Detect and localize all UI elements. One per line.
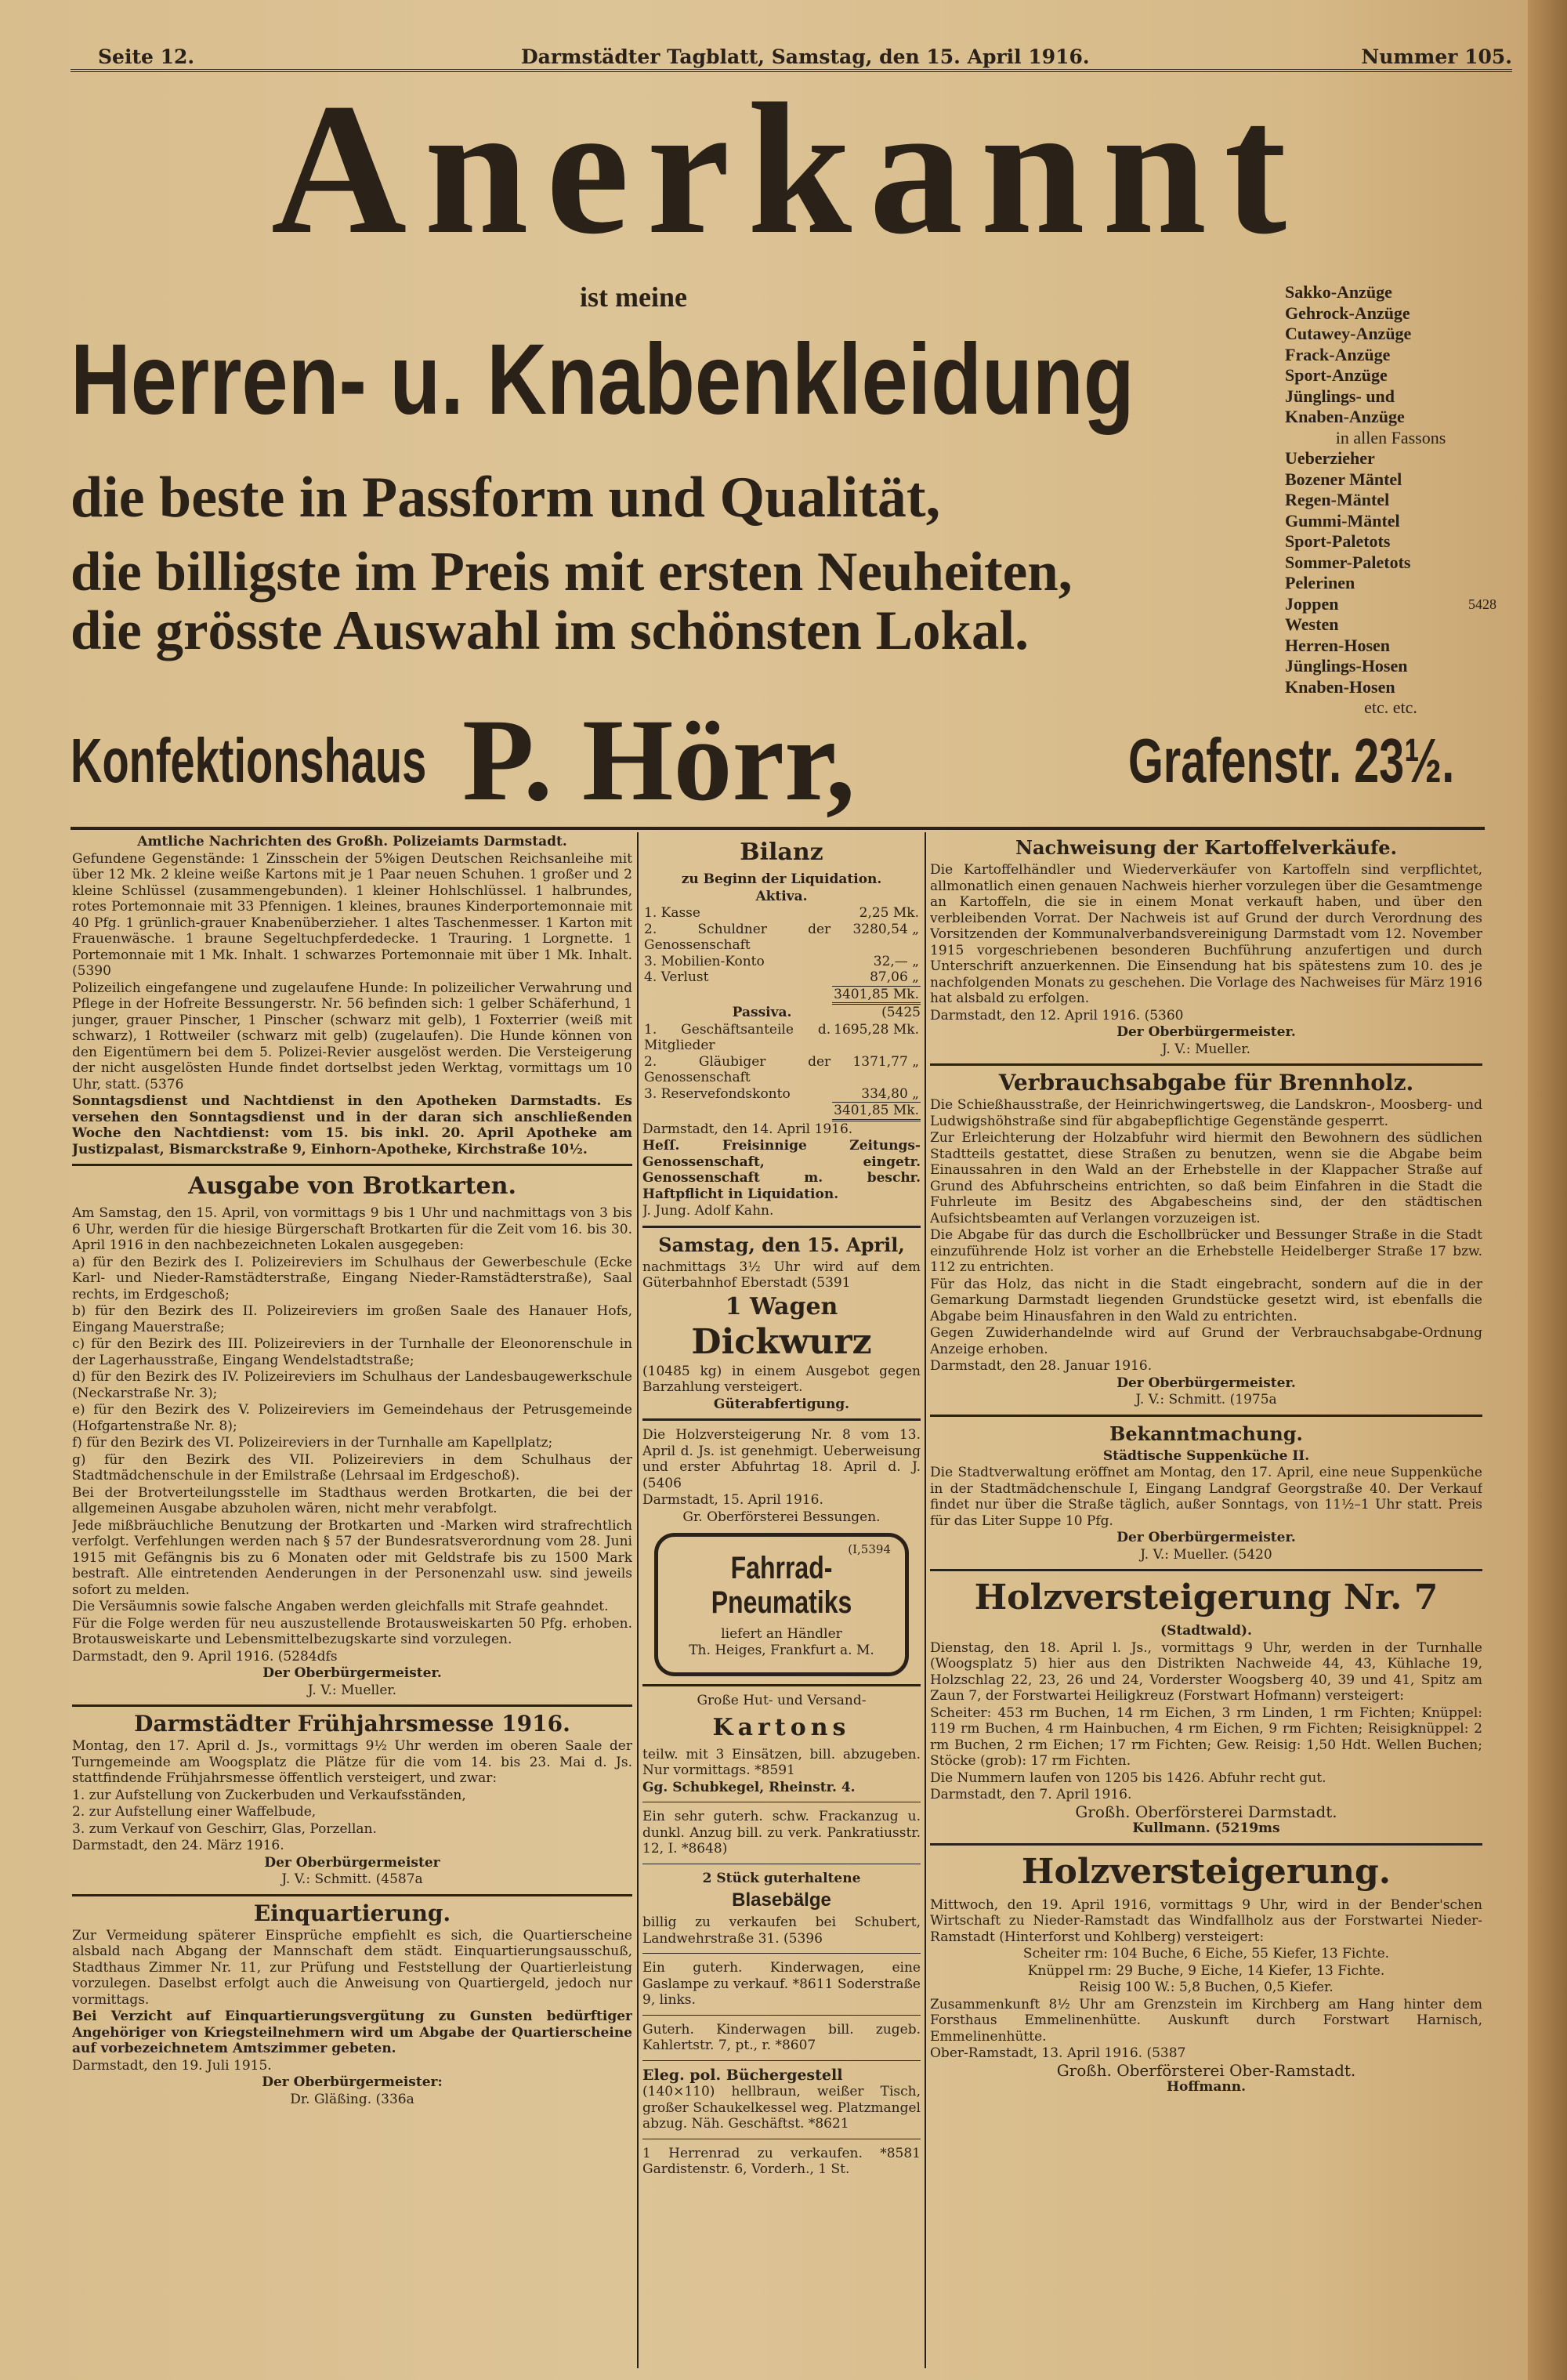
ad-text: Große Hut- und Versand- bbox=[697, 1693, 867, 1708]
notice-text: Gegen Zuwiderhandelnde wird auf Grund der Verbrauchsabgabe-Ordnung Anzeige erhoben. bbox=[930, 1325, 1482, 1357]
signature: J. V.: Mueller. bbox=[307, 1682, 397, 1698]
side-item: Joppen 5428 bbox=[1285, 593, 1496, 614]
ad-line-1: die beste in Passform und Qualität, bbox=[71, 465, 941, 530]
notice-text: Zur Erleichterung der Holzabfuhr wird hiermit den Bewohnern des südlichen Stadtteils gestattet, diese Straßen zu benutzen, wenn sie die Abgabe beim Einaussahren in den Wald an der Erhebstelle in der Klappacher Straße auf Grund des Abfuhrscheins entrichten, so daß beim Einfahren in die Stadt die Fuhrleute im Besitz des Abgabescheins sind, der den städtischen Aufsichtsbeamten auf Verlangen vorzuzeigen ist. bbox=[930, 1130, 1482, 1226]
side-item: Ueberzieher bbox=[1285, 448, 1375, 468]
ad-title: Blasebälge bbox=[732, 1889, 831, 1911]
notice-date: Darmstadt, den 12. April 1916. (5360 bbox=[930, 1007, 1184, 1023]
notice-text: Mittwoch, den 19. April 1916, vormittags 9 Uhr, wird in der Bender'schen Wirtschaft zu Nieder-Ramstadt das Windfallholz aus der Forstwartei Nieder-Ramstadt (Hinterforst und Kohlberg) versteigert: bbox=[930, 1896, 1482, 1945]
notice-date: Ober-Ramstadt, 13. April 1916. (5387 bbox=[930, 2045, 1186, 2061]
ad-title: Eleg. pol. Büchergestell bbox=[642, 2066, 843, 2084]
list-item: Scheiter: 453 rm Buchen, 14 rm Eichen, 3 rm Linden, 1 rm Fichten; Knüppel: 119 rm Buchen, 4 rm Hainbuchen, 4 rm Eichen, 9 rm Fichten; Reisigknüppel: 2 rm Buchen, 2 rm Eichen; 17 rm Fichten; Gew. Reisig: 1,50 Hdt. Wellen Buchen; Stöcke (grob): 17 rm Fichten. bbox=[930, 1704, 1482, 1769]
list-item: 3. zum Verkauf von Geschirr, Glas, Porzellan. bbox=[72, 1820, 377, 1837]
ad-side-list bbox=[1285, 282, 1496, 719]
passiva-table bbox=[642, 1022, 921, 1121]
list-item: 2. zur Aufstellung einer Waffelbude, bbox=[72, 1804, 317, 1820]
tire-ad-box bbox=[654, 1533, 909, 1676]
list-item: c) für den Bezirk des III. Polizeireviers in der Turnhalle der Eleonorenschule in der Lagerhausstraße, Eingang Wendelstadtstraße; bbox=[72, 1336, 632, 1368]
ad-text: Ein guterh. Kinderwagen, eine Gaslampe zu verkauf. *8611 Soderstraße 9, links. bbox=[642, 1960, 921, 2008]
side-item: Jünglings- und bbox=[1285, 386, 1395, 406]
notice-heading: Bekanntmachung. bbox=[1109, 1422, 1303, 1445]
notice-text: Sonntagsdienst und Nachtdienst in den Apotheken Darmstadts. Es versehen den Sonntagsdienst und in der daran sich anschließenden Woche den Nachtdienst: vom 15. bis inkl. 20. April Apotheke am Justizpalast, Bismarckstraße 9, Einhorn-Apotheke, Kirchstraße 10½. bbox=[72, 1093, 632, 1157]
notice-text: (10485 kg) in einem Ausgebot gegen Barzahlung versteigert. bbox=[642, 1363, 921, 1395]
column-3 bbox=[930, 834, 1482, 2370]
signature: J. V.: Mueller. (5420 bbox=[1140, 1546, 1272, 1563]
aktiva-table bbox=[642, 905, 921, 1005]
ad-address: Grafenstr. 23½. bbox=[1128, 726, 1455, 795]
side-item: Sport-Paletots bbox=[1285, 531, 1391, 551]
side-item: etc. etc. bbox=[1364, 697, 1417, 717]
notice-date: Darmstadt, den 24. März 1916. bbox=[72, 1838, 284, 1853]
ad-text: Gg. Schubkegel, Rheinstr. 4. bbox=[642, 1779, 856, 1795]
list-item: a) für den Bezirk des I. Polizeireviers im Schulhaus der Gewerbeschule (Ecke Karl- und Nieder-Ramstädterstraße, Eingang Nieder-Ramstädterstraße), Saal rechts, im Erdgeschoß; bbox=[72, 1254, 632, 1302]
side-item: Sakko-Anzüge bbox=[1285, 282, 1392, 302]
side-item: Herren-Hosen bbox=[1285, 635, 1391, 655]
notice-text: Gefundene Gegenstände: 1 Zinsschein der 5%igen Deutschen Reichsanleihe mit über 12 Mk. 2 kleine weiße Kartons mit je 1 Paar neuen Schuhen. 1 großer und 2 kleine Schlüssel (zusammengebunden). 1 kleiner Hohlschlüssel. 1 halbrundes, rotes Portemonnaie mit 33 Pfennigen. 1 kleines, braunes Kinderportemonnaie mit 40 Pfg. 1 grünlich-grauer Knabenüberzieher. 1 altes Taschenmesser. 1 Karton mit Frauenwäsche. 1 braune Segeltuchpferdedecke. 1 Trauring. 1 Lorgnette. 1 Portemonnaie mit 1 Mk. Inhalt. 1 schwarzes Portemonnaie mit über 1 Mk. Inhalt. (5390 bbox=[72, 850, 632, 979]
ad-text: Guterh. Kinderwagen bill. zugeb. Kahlertstr. 7, pt., r. *8607 bbox=[642, 2021, 921, 2053]
signature: Der Oberbürgermeister. bbox=[262, 1665, 442, 1681]
notice-heading: Ausgabe von Brotkarten. bbox=[188, 1172, 516, 1200]
notice-text: Für die Folge werden für neu auszustellende Brotausweiskarten 50 Pfg. erhoben. Brotausweiskarte und Lebensmittelbezugskarte sind vorzulegen. bbox=[72, 1615, 632, 1647]
column-1 bbox=[72, 834, 632, 2370]
ad-line-3: die grösste Auswahl im schönsten Lokal. bbox=[71, 600, 1029, 661]
signature: Großh. Oberförsterei Darmstadt. bbox=[1075, 1802, 1337, 1821]
notice-text: Die Kartoffelhändler und Wiederverkäufer von Kartoffeln sind verpflichtet, allmonatlich einen genauen Nachweis hierher vorzulegen über die Gesamtmenge an Kartoffeln, die sie in einem Monat verkauft haben, und über den verbleibenden Vorrat. Der Nachweis ist auf Grund der durch Verordnung des Vorsitzenden der Kommunalverbandsvereinigung Darmstadt vom 12. November 1915 vorgeschriebenen besonderen Buchführung anzufertigen und durch Unterschrift anzuerkennen. Die Einsendung hat bis spätestens zum 10. des je nachfolgenden Monats zu geschehen. Die Vorlage des Nachweises für März 1916 hat alsbald zu erfolgen. bbox=[930, 862, 1482, 1006]
side-item: Regen-Mäntel bbox=[1285, 490, 1390, 509]
side-item: Knaben-Hosen bbox=[1285, 676, 1395, 697]
newspaper-title: Darmstädter Tagblatt, Samstag, den 15. April 1916. bbox=[521, 45, 1090, 68]
list-item: d) für den Bezirk des IV. Polizeireviers im Schulhaus der Landesbaugewerkschule (Neckarstraße Nr. 3); bbox=[72, 1369, 632, 1401]
table-total: 3401,85 Mk. bbox=[834, 1103, 919, 1118]
notice-text: Bei Verzicht auf Einquartierungsvergütung zu Gunsten bedürftiger Angehöriger von Kriegsteilnehmern wird um Abgabe der Quartierscheine auf vorbezeichnetem Amtszimmer gebeten. bbox=[72, 2009, 632, 2056]
list-item: Knüppel rm: 29 Buche, 9 Eiche, 14 Kiefer, 13 Fichte. bbox=[1027, 1962, 1385, 1979]
notice-text: Montag, den 17. April d. Js., vormittags 9½ Uhr werden im oberen Saale der Turngemeinde am Woogsplatz die Plätze für die vom 14. bis 23. Mai d. Js. stattfindende Frühjahrsmesse öffentlich versteigert, und zwar: bbox=[72, 1738, 632, 1786]
table-row: 1. Geschäftsanteile d. Mitglieder 1695,28 Mk. bbox=[644, 1021, 919, 1053]
notice-heading: Holzversteigerung. bbox=[1021, 1851, 1391, 1892]
notice-heading: Verbrauchsabgabe für Brennholz. bbox=[998, 1070, 1414, 1096]
divider bbox=[642, 1418, 921, 1421]
signature: Der Oberbürgermeister. bbox=[1116, 1375, 1296, 1391]
notice-date: Darmstadt, den 9. April 1916. (5284dfs bbox=[72, 1648, 338, 1665]
notice-text: Am Samstag, den 15. April, von vormittags 9 bis 1 Uhr und nachmittags von 3 bis 6 Uhr, werden für die hiesige Bürgerschaft Brotkarten für die Zeit vom 16. bis 30. April 1916 in den nachbezeichneten Lokalen ausgegeben: bbox=[72, 1205, 632, 1253]
company: Heſſ. Freisinnige Zeitungs-Genossenschaft, eingetr. Genossenschaft m. beschr. Haftpflicht in Liquidation. bbox=[642, 1138, 921, 1202]
notice-date: Darmstadt, den 7. April 1916. bbox=[930, 1787, 1132, 1802]
notice-heading: Amtliche Nachrichten des Großh. Polizeiamts Darmstadt. bbox=[137, 834, 567, 849]
ad-konf-label: Konfektionshaus bbox=[71, 726, 427, 795]
signature: J. V.: Mueller. bbox=[1161, 1041, 1251, 1057]
ad-text: 2 Stück guterhaltene bbox=[702, 1870, 861, 1886]
passiva-heading: Passiva. (5425 bbox=[732, 1005, 921, 1020]
signature: Hoffmann. bbox=[1167, 2079, 1246, 2095]
list-item: e) für den Bezirk des V. Polizeireviers im Gemeindehaus der Petrusgemeinde (Hofgartenstraße Nr. 8); bbox=[72, 1402, 632, 1434]
notice-heading: Einquartierung. bbox=[253, 1900, 451, 1926]
signature: J. V.: Schmitt. (4587a bbox=[281, 1871, 423, 1887]
side-item: Gehrock-Anzüge bbox=[1285, 302, 1410, 323]
table-total: 3401,85 Mk. bbox=[834, 986, 919, 1002]
side-item: Knaben-Anzüge bbox=[1285, 407, 1405, 426]
divider bbox=[72, 1704, 632, 1707]
divider bbox=[642, 2015, 921, 2016]
ad-text: Ein sehr guterh. schw. Frackanzug u. dunkl. Anzug bill. zu verk. Pankratiusstr. 12, I. *8648) bbox=[642, 1809, 921, 1857]
signature: Kullmann. (5219ms bbox=[1132, 1820, 1280, 1836]
notice-text: Die Nummern laufen von 1205 bis 1426. Abfuhr recht gut. bbox=[930, 1770, 1326, 1786]
page-number: Seite 12. bbox=[98, 45, 195, 68]
notice-text: Polizeilich eingefangene und zugelaufene Hunde: In polizeilicher Verwahrung und Pflege in der Hofreite Bessungerstr. Nr. 56 befinden sich: 1 gelber Schäferhund, 1 junger, grauer Pinscher, 1 Pinscher (schwarz mit gelb), 1 Foxterrier (weiß mit schwarz), 1 Rottweiler (schwarz mit gelb) (zugelaufen). Die Hunde können von den Eigentümern bei dem 5. Polizei-Revier ausgelöst werden. Die Versteigerung der nicht ausgelösten Hunde findet dortselbst jeden Werktag, vormittags um 10 Uhr, statt. (5376 bbox=[72, 980, 632, 1092]
side-item: Bozener Mäntel bbox=[1285, 469, 1402, 489]
list-item: f) für den Bezirk des VI. Polizeireviers in der Turnhalle am Kapellplatz; bbox=[72, 1435, 553, 1451]
side-item: Gummi-Mäntel bbox=[1285, 510, 1400, 531]
ad-headline: Anerkannt bbox=[270, 64, 1305, 273]
side-code: 5428 bbox=[1468, 596, 1496, 612]
balance-subheading: zu Beginn der Liquidation. bbox=[681, 871, 882, 887]
signature: Der Oberbürgermeister. bbox=[1116, 1530, 1296, 1545]
ad-text: teilw. mit 3 Einsätzen, bill. abzugeben. Nur vormittags. *8591 bbox=[642, 1746, 921, 1778]
side-item: Sommer-Paletots bbox=[1285, 552, 1411, 572]
notice-heading: Darmstädter Frühjahrsmesse 1916. bbox=[134, 1711, 570, 1737]
notice-text: Die Holzversteigerung Nr. 8 vom 13. April d. Js. ist genehmigt. Ueberweisung und erster Abfuhrtag 18. April d. J. (5406 bbox=[642, 1427, 921, 1491]
notice-text: Jede mißbräuchliche Benutzung der Brotkarten und -Marken wird strafrechtlich verfolgt. Verfehlungen werden nach § 57 der Bundesratsverordnung vom 28. Juni 1915 mit Gefängnis bis zu 6 Monaten oder mit Geldstrafe bis zu 1500 Mark bestraft. Alle eintretenden Aenderungen in der Personenzahl usw. sind jeweils sofort zu melden. bbox=[72, 1517, 632, 1598]
column-rule-1 bbox=[637, 832, 639, 2368]
notice-big: Dickwurz bbox=[691, 1321, 872, 1362]
notice-text: Zur Vermeidung späterer Einsprüche empfiehlt es sich, die Quartierscheine alsbald nach Abgang der Mannschaft dem städt. Einquartierungsausschuß, Stadthaus Zimmer Nr. 11, zur Prüfung und Feststellung der Quartierleistung vorzulegen. Daselbst erfolgt auch die Anweisung von Quartiergeld, jedoch nur vormittags. bbox=[72, 1927, 632, 2008]
notice-date: Darmstadt, den 19. Juli 1915. bbox=[72, 2057, 272, 2074]
table-row: 1. Kasse 2,25 Mk. bbox=[644, 905, 919, 921]
side-item: Westen bbox=[1285, 614, 1339, 634]
list-item: 1. zur Aufstellung von Zuckerbuden und Verkaufsständen, bbox=[72, 1787, 466, 1803]
notice-big: 1 Wagen bbox=[725, 1292, 838, 1320]
signature: J. Jung. Adolf Kahn. bbox=[642, 1203, 774, 1219]
aktiva-heading: Aktiva. bbox=[755, 888, 808, 904]
signature: Der Oberbürgermeister. bbox=[1116, 1024, 1296, 1040]
divider bbox=[72, 1164, 632, 1166]
notice-text: nachmittags 3½ Uhr wird auf dem Güterbahnhof Eberstadt (5391 bbox=[642, 1259, 921, 1291]
ad-bottom-rule bbox=[71, 827, 1485, 830]
notice-text: Die Abgabe für das durch die Eschollbrücker und Bessunger Straße in die Stadt einzuführende Holz ist vorher an die Erhebstelle Heidelberger Straße 17 bzw. 112 zu entrichten. bbox=[930, 1227, 1482, 1275]
notice-text: Die Schießhausstraße, der Heinrichwingertsweg, die Landskron-, Moosberg- und Ludwigshöhstraße sind für abgabepflichtige Gegenstände gesperrt. bbox=[930, 1097, 1482, 1129]
side-item: Sport-Anzüge bbox=[1285, 365, 1388, 385]
ad-title: Pneumatiks bbox=[711, 1585, 852, 1620]
side-item: in allen Fassons bbox=[1335, 427, 1446, 447]
table-row: 3. Mobilien-Konto 32,— „ bbox=[644, 953, 919, 969]
list-item: g) für den Bezirk des VII. Polizeireviers in dem Schulhaus der Stadtmädchenschule in der Emilstraße (Lehrsaal im Erdgeschoß). bbox=[72, 1451, 632, 1483]
signature: J. V.: Schmitt. (1975a bbox=[1135, 1392, 1277, 1407]
table-row: 2. Gläubiger der Genossenschaft 1371,77 „ bbox=[644, 1053, 919, 1085]
list-item: Scheiter rm: 104 Buche, 6 Eiche, 55 Kiefer, 13 Fichte. bbox=[1022, 1946, 1390, 1962]
balance-heading: Bilanz bbox=[740, 839, 823, 866]
table-row: 2. Schuldner der Genossenschaft 3280,54 „ bbox=[644, 921, 919, 953]
page-edge bbox=[1528, 0, 1567, 2380]
notice-text: Für das Holz, das nicht in die Stadt eingebracht, sondern auf die in der Gemarkung Darmstadt liegenden Grundstücke gesetzt wird, ist ebenfalls die Abgabe beim Hinausfahren in den Wald zu entrichten. bbox=[930, 1276, 1482, 1324]
column-2 bbox=[642, 834, 921, 2370]
notice-text: Dienstag, den 18. April l. Js., vormittags 9 Uhr, werden in der Turnhalle (Woogsplatz 5) hier aus den Distrikten Nachweide 44, 43, Kühlache 19, Holzschlag 22, 23, 26 und 24, Vorderster Woogsberg 40, 39 und 41, Spitz am Zaun 7, der Forstwartei Heiligkreuz (Forstwart Hofmann) versteigert: bbox=[930, 1639, 1482, 1704]
notice-subheading: Städtische Suppenküche II. bbox=[1102, 1447, 1310, 1464]
ad-shop-name: P. Hörr, bbox=[462, 695, 856, 825]
ad-text: Th. Heiges, Frankfurt a. M. bbox=[689, 1642, 874, 1658]
ad-konfektionshaus bbox=[71, 695, 1481, 825]
signature: Der Oberbürgermeister: bbox=[262, 2074, 443, 2090]
divider bbox=[930, 1569, 1482, 1571]
divider bbox=[72, 1894, 632, 1896]
divider bbox=[930, 1063, 1482, 1066]
side-item: Frack-Anzüge bbox=[1285, 344, 1391, 364]
divider bbox=[930, 1415, 1482, 1417]
issue-number: Nummer 105. bbox=[1361, 45, 1512, 68]
divider bbox=[930, 1843, 1482, 1846]
ad-herren: Herren- u. Knabenkleidung bbox=[71, 324, 1135, 436]
divider bbox=[642, 1226, 921, 1228]
table-row: 4. Verlust 87,06 „ bbox=[644, 969, 919, 985]
ad-subline: ist meine bbox=[580, 281, 687, 313]
notice-text: Zusammenkunft 8½ Uhr am Grenzstein im Kirchberg am Hang hinter dem Forsthaus Emmelinenhütte. Auskunft durch Forstwart Harnisch, Emmelinenhütte. bbox=[930, 1996, 1482, 2045]
divider bbox=[642, 1684, 921, 1686]
notice-heading: Holzversteigerung Nr. 7 bbox=[974, 1578, 1439, 1617]
ad-text: (140×110) hellbraun, weißer Tisch, großer Schaukelkessel weg. Platzmangel abzug. Näh. Geschäftst. *8621 bbox=[642, 2084, 921, 2132]
notice-text: Die Stadtverwaltung eröffnet am Montag, den 17. April, eine neue Suppenküche in der Stadtmädchenschule I, Eingang Landgraf Georgstraße 40. Der Verkauf findet nur über die Straße täglich, außer Sonntags, von 11½–1 Uhr statt. Preis für das Liter Suppe 10 Pfg. bbox=[930, 1465, 1482, 1529]
notice-subheading: (Stadtwald). bbox=[1160, 1623, 1252, 1639]
notice-text: Die Versäumnis sowie falsche Angaben werden gleichfalls mit Strafe geahndet. bbox=[72, 1599, 609, 1614]
column-rule-2 bbox=[925, 832, 926, 2368]
divider bbox=[642, 1953, 921, 1954]
list-item: b) für den Bezirk des II. Polizeireviers im großen Saale des Hanauer Hofs, Eingang Mauerstraße; bbox=[72, 1303, 632, 1335]
ad-text: liefert an Händler bbox=[721, 1626, 842, 1642]
ad-code: (I,5394 bbox=[848, 1542, 891, 1556]
signature: Güterabfertigung. bbox=[713, 1396, 850, 1412]
side-item: Cutawey-Anzüge bbox=[1285, 324, 1412, 343]
list-item: Reisig 100 W.: 5,8 Buchen, 0,5 Kiefer. bbox=[1079, 1980, 1334, 1995]
notice-date: Darmstadt, 15. April 1916. bbox=[642, 1492, 823, 1508]
ad-text: 1 Herrenrad zu verkaufen. *8581 Gardistenstr. 6, Vorderh., 1 St. bbox=[642, 2145, 921, 2177]
notice-date: Darmstadt, den 28. Januar 1916. bbox=[930, 1358, 1153, 1374]
divider bbox=[642, 2060, 921, 2061]
notice-heading: Samstag, den 15. April, bbox=[658, 1233, 905, 1256]
signature: Dr. Gläßing. (336a bbox=[290, 2091, 414, 2107]
ad-line-2: die billigste im Preis mit ersten Neuheiten, bbox=[71, 542, 1073, 603]
signature: Großh. Oberförsterei Ober-Ramstadt. bbox=[1056, 2060, 1356, 2080]
notice-heading: Nachweisung der Kartoffelverkäufe. bbox=[1015, 836, 1397, 859]
signature: Der Oberbürgermeister bbox=[264, 1854, 440, 1871]
ad-title: Fahrrad- bbox=[730, 1551, 833, 1585]
ad-title: Kartons bbox=[712, 1713, 851, 1741]
ad-text: billig zu verkaufen bei Schubert, Landwehrstraße 31. (5396 bbox=[642, 1915, 921, 1947]
notice-text: Bei der Brotverteilungsstelle im Stadthaus werden Brotkarten, die bei der allgemeinen Ausgabe abzuholen wären, nicht mehr verabfolgt. bbox=[72, 1484, 632, 1516]
side-item: Pelerinen bbox=[1285, 573, 1355, 592]
notice-date: Darmstadt, den 14. April 1916. bbox=[642, 1121, 853, 1137]
side-item: Jünglings-Hosen bbox=[1285, 656, 1408, 676]
signature: Gr. Oberförsterei Bessungen. bbox=[682, 1509, 881, 1525]
table-row: 3. Reservefondskonto 334,80 „ bbox=[644, 1085, 919, 1102]
